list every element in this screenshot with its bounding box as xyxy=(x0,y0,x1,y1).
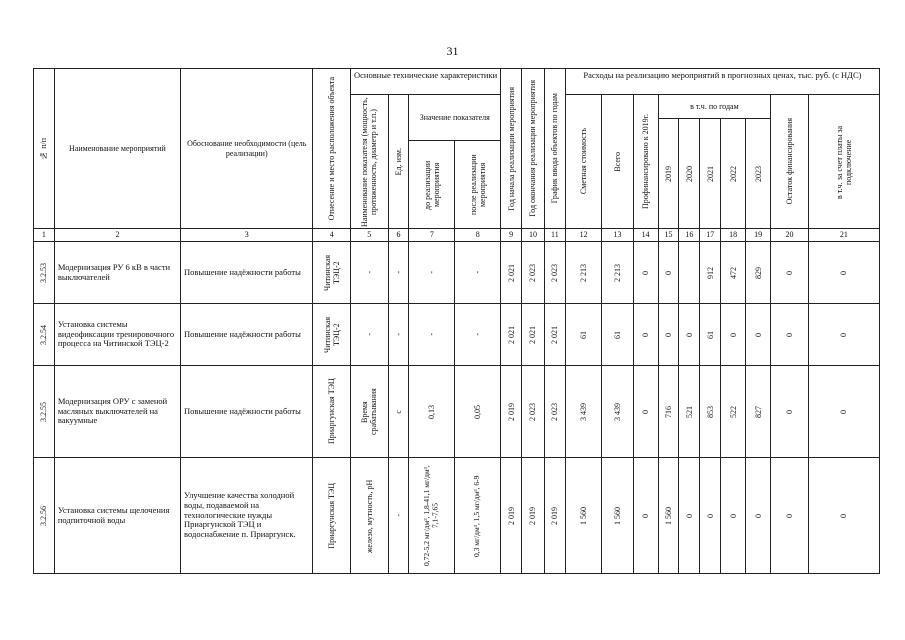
row-y2022: 522 xyxy=(721,366,746,458)
header-year-2023: 2023 xyxy=(746,119,771,229)
row-before: 0,72-5,2 мг/дм³, 1,8-41,1 мг/дм³, 7,1-7,65 xyxy=(409,458,455,574)
header-total: Всего xyxy=(602,95,633,229)
row-end: 2 021 xyxy=(522,304,545,366)
row-y2021: 853 xyxy=(700,366,721,458)
row-financed: 0 xyxy=(633,458,658,574)
row-total: 3 439 xyxy=(602,366,633,458)
row-object: Читинская ТЭЦ-2 xyxy=(313,242,351,304)
row-indicator: железо, мутность, pH xyxy=(351,458,389,574)
page-number: 31 xyxy=(446,44,459,58)
header-year-2019: 2019 xyxy=(658,119,679,229)
row-remainder: 0 xyxy=(771,242,809,304)
header-schedule: График ввода объектов по годам xyxy=(544,69,565,229)
row-reason: Повышение надёжности работы xyxy=(181,242,313,304)
table-row xyxy=(34,366,880,458)
row-id: 3.2.56 xyxy=(34,458,55,574)
column-number: 20 xyxy=(771,229,809,242)
row-start: 2 019 xyxy=(501,458,522,574)
row-before: - xyxy=(409,304,455,366)
row-unit: - xyxy=(388,458,409,574)
investment-table xyxy=(33,68,880,574)
row-object: Читинская ТЭЦ-2 xyxy=(313,304,351,366)
row-name: Модернизация РУ 6 кВ в части выключателей xyxy=(54,242,180,304)
column-number: 8 xyxy=(455,229,501,242)
table-row xyxy=(34,242,880,304)
row-id: 3.2.55 xyxy=(34,366,55,458)
column-number: 18 xyxy=(721,229,746,242)
row-y2021: 0 xyxy=(700,458,721,574)
row-total: 2 213 xyxy=(602,242,633,304)
row-connection: 0 xyxy=(808,304,879,366)
header-connection: в т.ч. за счет платы за подключение xyxy=(808,95,879,229)
row-after: 0,05 xyxy=(455,366,501,458)
header-after: после реализации мероприятия xyxy=(455,141,501,229)
row-y2022: 0 xyxy=(721,304,746,366)
row-indicator: Время срабатывания xyxy=(351,366,389,458)
row-end: 2 023 xyxy=(522,242,545,304)
header-year-2021: 2021 xyxy=(700,119,721,229)
row-id: 3.2.54 xyxy=(34,304,55,366)
header-year-2020: 2020 xyxy=(679,119,700,229)
column-number: 11 xyxy=(544,229,565,242)
row-y2022: 0 xyxy=(721,458,746,574)
row-end: 2 023 xyxy=(522,366,545,458)
row-y2020: 0 xyxy=(679,304,700,366)
row-unit: - xyxy=(388,304,409,366)
row-y2019: 0 xyxy=(658,304,679,366)
row-remainder: 0 xyxy=(771,458,809,574)
row-schedule: 2 019 xyxy=(544,458,565,574)
row-connection: 0 xyxy=(808,366,879,458)
row-financed: 0 xyxy=(633,304,658,366)
row-y2021: 912 xyxy=(700,242,721,304)
header-start-year: Год начала реализации мероприятия xyxy=(501,69,522,229)
row-start: 2 021 xyxy=(501,242,522,304)
header-remainder: Остаток финансирования xyxy=(771,95,809,229)
column-number: 13 xyxy=(602,229,633,242)
column-number: 5 xyxy=(351,229,389,242)
row-estimate: 3 439 xyxy=(565,366,602,458)
header-group-years: в т.ч. по годам xyxy=(658,95,771,119)
header-group-costs: Расходы на реализацию мероприятий в прогнозных ценах, тыс. руб. (с НДС) xyxy=(565,69,879,95)
column-number: 10 xyxy=(522,229,545,242)
column-number: 6 xyxy=(388,229,409,242)
row-y2023: 827 xyxy=(746,366,771,458)
row-id: 3.2.53 xyxy=(34,242,55,304)
row-unit: - xyxy=(388,242,409,304)
header-name: Наименование мероприятий xyxy=(54,69,180,229)
row-unit: с xyxy=(388,366,409,458)
row-estimate: 2 213 xyxy=(565,242,602,304)
row-y2019: 0 xyxy=(658,242,679,304)
row-remainder: 0 xyxy=(771,366,809,458)
row-name: Установка системы видеофиксации тренировочного процесса на Читинской ТЭЦ-2 xyxy=(54,304,180,366)
header-group-tech: Основные технические характеристики xyxy=(351,69,501,95)
column-number: 15 xyxy=(658,229,679,242)
table-row xyxy=(34,458,880,574)
column-number: 17 xyxy=(700,229,721,242)
column-number: 19 xyxy=(746,229,771,242)
table-row xyxy=(34,304,880,366)
header-financed: Профинансировано к 2019г. xyxy=(633,95,658,229)
row-connection: 0 xyxy=(808,458,879,574)
row-y2020 xyxy=(679,242,700,304)
header-end-year: Год окончания реализации мероприятия xyxy=(522,69,545,229)
header-before: до реализации мероприятия xyxy=(409,141,455,229)
row-reason: Улучшение качества холодной воды, подаваемой на технологические нужды Приаргунской ТЭЦ и водоснабжение п. Приаргунск. xyxy=(181,458,313,574)
row-y2023: 829 xyxy=(746,242,771,304)
row-y2023: 0 xyxy=(746,458,771,574)
row-schedule: 2 023 xyxy=(544,242,565,304)
row-name: Установка системы щелочения подпиточной воды xyxy=(54,458,180,574)
row-remainder: 0 xyxy=(771,304,809,366)
row-after: - xyxy=(455,304,501,366)
column-number: 4 xyxy=(313,229,351,242)
row-schedule: 2 023 xyxy=(544,366,565,458)
row-reason: Повышение надёжности работы xyxy=(181,366,313,458)
row-end: 2 019 xyxy=(522,458,545,574)
header-unit: Ед. изм. xyxy=(388,95,409,229)
row-indicator: - xyxy=(351,242,389,304)
column-number-row xyxy=(34,229,880,242)
row-object: Приаргунская ТЭЦ xyxy=(313,458,351,574)
row-y2022: 472 xyxy=(721,242,746,304)
row-estimate: 61 xyxy=(565,304,602,366)
row-estimate: 1 560 xyxy=(565,458,602,574)
column-number: 16 xyxy=(679,229,700,242)
column-number: 2 xyxy=(54,229,180,242)
header-indicator: Наименование показателя (мощность, протяженность, диаметр и т.п.) xyxy=(351,95,389,229)
row-financed: 0 xyxy=(633,242,658,304)
row-y2019: 716 xyxy=(658,366,679,458)
row-reason: Повышение надёжности работы xyxy=(181,304,313,366)
header-estimate: Сметная стоимость xyxy=(565,95,602,229)
row-y2020: 0 xyxy=(679,458,700,574)
row-y2019: 1 560 xyxy=(658,458,679,574)
column-number: 21 xyxy=(808,229,879,242)
row-total: 61 xyxy=(602,304,633,366)
row-after: 0,3 мг/дм³, 1,5 мг/дм³, 6-9 xyxy=(455,458,501,574)
row-after: - xyxy=(455,242,501,304)
row-indicator: - xyxy=(351,304,389,366)
column-number: 3 xyxy=(181,229,313,242)
header-group-value: Значение показателя xyxy=(409,95,501,141)
row-connection: 0 xyxy=(808,242,879,304)
row-object: Приаргунская ТЭЦ xyxy=(313,366,351,458)
column-number: 9 xyxy=(501,229,522,242)
column-number: 1 xyxy=(34,229,55,242)
header-object: Отнесение и место расположения объекта xyxy=(313,69,351,229)
row-y2020: 521 xyxy=(679,366,700,458)
header-reason: Обоснование необходимости (цель реализации) xyxy=(181,69,313,229)
header-number: № п/п xyxy=(34,69,55,229)
row-start: 2 019 xyxy=(501,366,522,458)
row-y2021: 61 xyxy=(700,304,721,366)
row-y2023: 0 xyxy=(746,304,771,366)
column-number: 12 xyxy=(565,229,602,242)
header-year-2022: 2022 xyxy=(721,119,746,229)
column-number: 14 xyxy=(633,229,658,242)
row-financed: 0 xyxy=(633,366,658,458)
row-name: Модернизация ОРУ с заменой масляных выключателей на вакуумные xyxy=(54,366,180,458)
row-before: - xyxy=(409,242,455,304)
row-before: 0,13 xyxy=(409,366,455,458)
column-number: 7 xyxy=(409,229,455,242)
row-total: 1 560 xyxy=(602,458,633,574)
row-schedule: 2 021 xyxy=(544,304,565,366)
row-start: 2 021 xyxy=(501,304,522,366)
